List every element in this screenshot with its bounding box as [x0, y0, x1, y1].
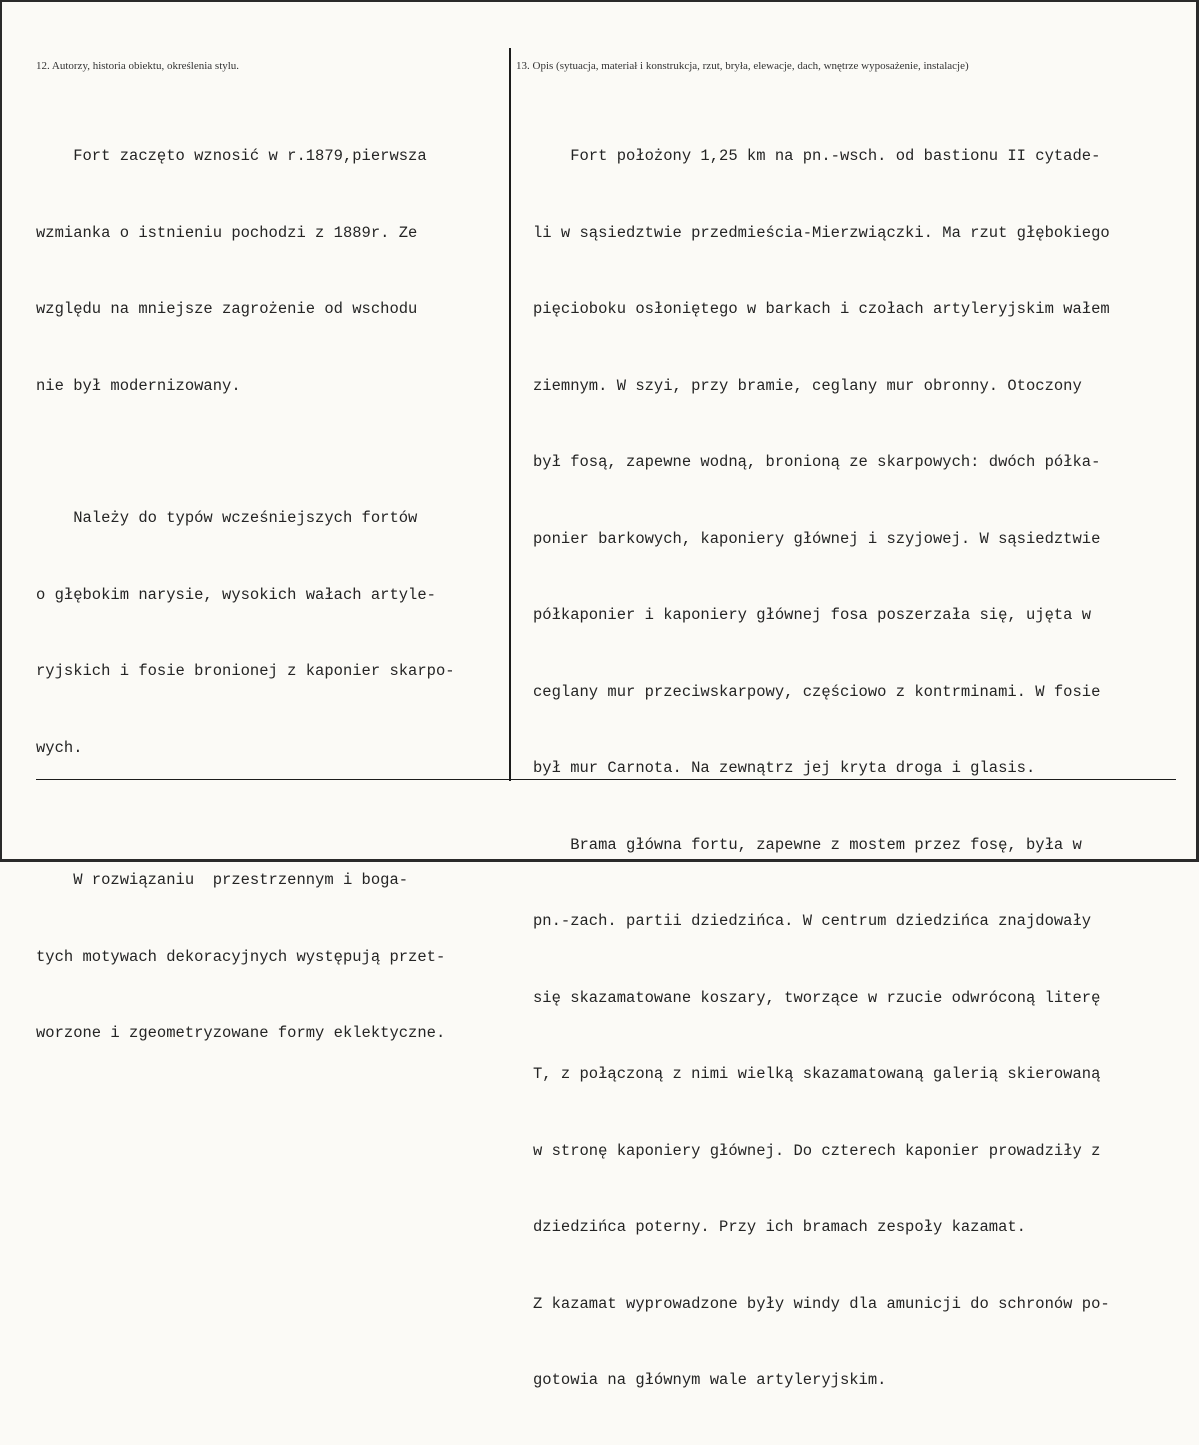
column-divider: [509, 48, 511, 781]
text-line: Z kazamat wyprowadzone były windy dla amunicji do schronów po-: [533, 1294, 1110, 1313]
section-13-text: [533, 93, 1110, 1445]
text-line: o głębokim narysie, wysokich wałach artyle-: [36, 585, 436, 604]
text-line: względu na mniejsze zagrożenie od wschodu: [36, 300, 418, 318]
text-line: Fort położony 1,25 km na pn.-wsch. od bastionu II cytade-: [533, 147, 1101, 165]
text-line: się skazamatowane koszary, tworzące w rzucie odwróconą literę: [533, 988, 1101, 1007]
text-line: dziedzińca poterny. Przy ich bramach zespoły kazamat.: [533, 1218, 1026, 1236]
text-line: Należy do typów wcześniejszych fortów: [36, 509, 418, 527]
section-12-text: [36, 93, 455, 1098]
text-line: ceglany mur przeciwskarpowy, częściowo z kontrminami. W fosie: [533, 682, 1101, 701]
text-line: pięcioboku osłoniętego w barkach i czołach artyleryjskim wałem: [533, 300, 1110, 318]
text-line: wych.: [36, 738, 83, 757]
text-line: nie był modernizowany.: [36, 376, 241, 395]
text-line: ryjskich i fosie bronionej z kaponier skarpo-: [36, 662, 455, 680]
text-line: gotowia na głównym wale artyleryjskim.: [533, 1371, 887, 1389]
text-line: ponier barkowych, kaponiery głównej i szyjowej. W sąsiedztwie: [533, 529, 1101, 548]
text-line: Fort zaczęto wznosić w r.1879,pierwsza: [36, 147, 427, 165]
section-12-header: 12. Autorzy, historia obiektu, określenia stylu.: [36, 60, 240, 72]
text-line: worzone i zgeometryzowane formy eklektyczne.: [36, 1024, 446, 1042]
text-line: był mur Carnota. Na zewnątrz jej kryta droga i glasis.: [533, 759, 1036, 777]
text-line: był fosą, zapewne wodną, bronioną ze skarpowych: dwóch półka-: [533, 453, 1101, 471]
text-line: ziemnym. W szyi, przy bramie, ceglany mur obronny. Otoczony: [533, 376, 1082, 395]
text-line: wzmianka o istnieniu pochodzi z 1889r. Ze: [36, 223, 418, 242]
sheet-border-left: [0, 0, 2, 862]
sheet-border-top: [0, 0, 1199, 2]
text-line: W rozwiązaniu przestrzennym i boga-: [36, 871, 409, 889]
text-line: li w sąsiedztwie przedmieścia-Mierzwiączki. Ma rzut głębokiego: [533, 223, 1110, 242]
text-line: pn.-zach. partii dziedzińca. W centrum dziedzińca znajdowały: [533, 912, 1092, 930]
text-line: T, z połączoną z nimi wielką skazamatowaną galerią skierowaną: [533, 1065, 1101, 1083]
text-line: tych motywach dekoracyjnych występują przet-: [36, 947, 446, 966]
section-13-header: 13. Opis (sytuacja, materiał i konstrukcja, rzut, bryła, elewacje, dach, wnętrze wyposażenie, instalacje): [516, 60, 969, 72]
text-line: w stronę kaponiery głównej. Do czterech kaponier prowadziły z: [533, 1141, 1101, 1160]
text-line: Brama główna fortu, zapewne z mostem przez fosę, była w: [533, 835, 1082, 854]
text-line: półkaponier i kaponiery głównej fosa poszerzała się, ujęta w: [533, 606, 1092, 624]
